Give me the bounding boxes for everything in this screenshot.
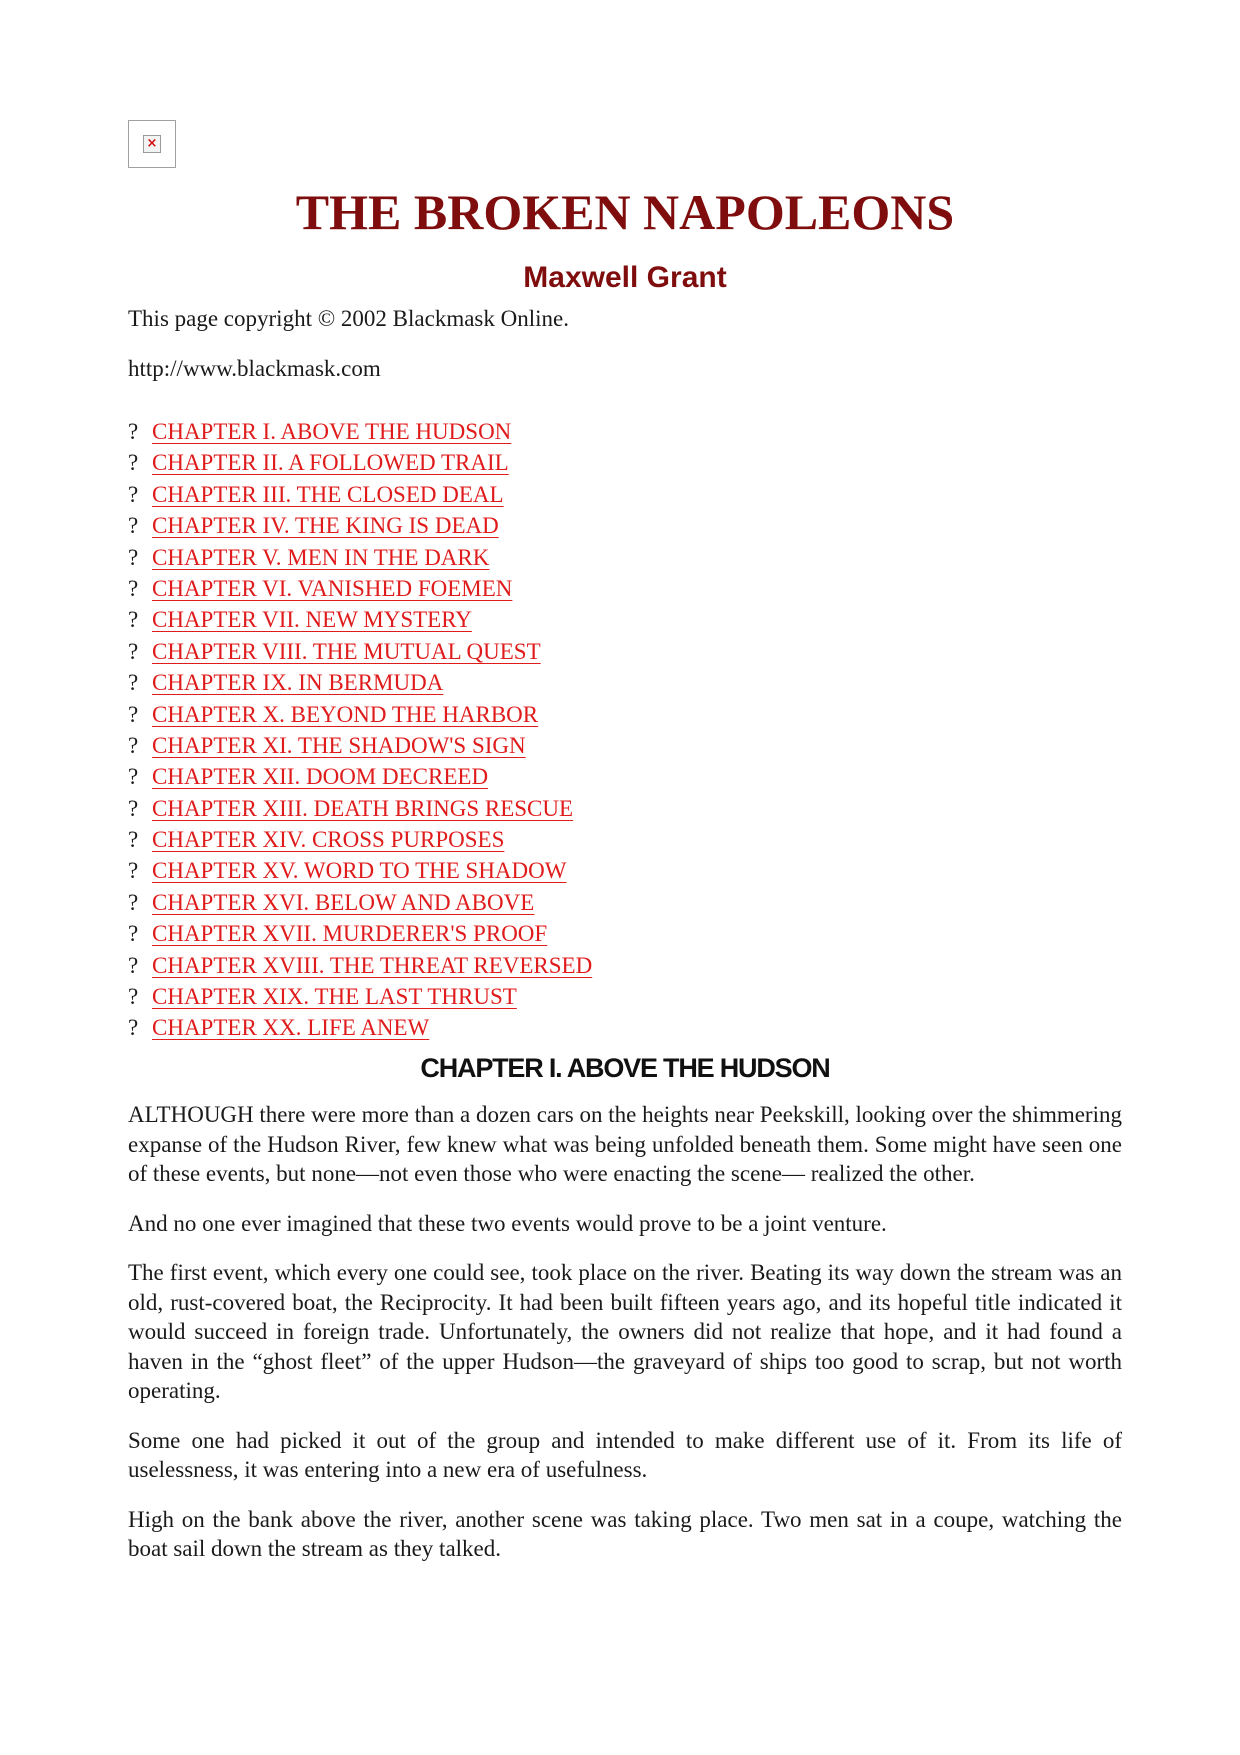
table-of-contents [128, 416, 592, 1044]
toc-item [128, 636, 592, 667]
toc-item [128, 667, 592, 698]
toc-item [128, 1012, 592, 1043]
toc-item [128, 730, 592, 761]
toc-bullet: ? [128, 419, 139, 444]
toc-bullet: ? [128, 575, 139, 601]
toc-link-chapter-10[interactable]: CHAPTER X. BEYOND THE HARBOR [152, 701, 539, 727]
book-author: Maxwell Grant [523, 261, 727, 294]
paragraph: The first event, which every one could see, took place on the river. Beating its way down the stream was an old, rust-covered boat, the Reciprocity. It had been built fifteen years ago, and its hopeful title indicated it would succeed in foreign trade. Unfortunately, the owners did not realize that hope, and it had found a haven in the “ghost fleet” of the upper Hudson—the graveyard of ships too good to scrap, but not worth operating. [128, 1260, 1122, 1403]
toc-item [128, 416, 592, 447]
toc-bullet: ? [128, 984, 139, 1010]
toc-item [128, 887, 592, 918]
toc-item [128, 918, 592, 949]
toc-bullet: ? [128, 921, 139, 947]
toc-link-chapter-19[interactable]: CHAPTER XIX. THE LAST THRUST [152, 984, 517, 1010]
toc-link-chapter-5[interactable]: CHAPTER V. MEN IN THE DARK [152, 544, 490, 570]
toc-item [128, 699, 592, 730]
toc-bullet: ? [128, 952, 139, 978]
toc-item [128, 542, 592, 573]
toc-link-chapter-20[interactable]: CHAPTER XX. LIFE ANEW [152, 1015, 430, 1041]
paragraph: And no one ever imagined that these two events would prove to be a joint venture. [128, 1210, 887, 1236]
toc-bullet: ? [128, 450, 139, 476]
toc-item [128, 855, 592, 886]
chapter-body [128, 1100, 1122, 1584]
paragraph: ALTHOUGH there were more than a dozen cars on the heights near Peekskill, looking over the shimmering expanse of the Hudson River, few knew what was being unfolded beneath them. Some might have seen one of these events, but none—not even those who were enacting the scene— realized the other. [128, 1102, 1122, 1186]
toc-item [128, 824, 592, 855]
toc-link-chapter-12[interactable]: CHAPTER XII. DOOM DECREED [152, 764, 489, 790]
toc-item [128, 510, 592, 541]
source-url: http://www.blackmask.com [128, 356, 381, 381]
toc-item [128, 573, 592, 604]
book-title: THE BROKEN NAPOLEONS [295, 184, 955, 240]
broken-image-icon [128, 120, 176, 168]
toc-bullet: ? [128, 827, 139, 853]
toc-link-chapter-17[interactable]: CHAPTER XVII. MURDERER'S PROOF [152, 921, 548, 947]
toc-link-chapter-7[interactable]: CHAPTER VII. NEW MYSTERY [152, 607, 472, 633]
toc-link-chapter-15[interactable]: CHAPTER XV. WORD TO THE SHADOW [152, 858, 567, 884]
toc-link-chapter-4[interactable]: CHAPTER IV. THE KING IS DEAD [152, 513, 499, 539]
toc-bullet: ? [128, 544, 139, 570]
toc-link-chapter-18[interactable]: CHAPTER XVIII. THE THREAT REVERSED [152, 952, 593, 978]
toc-bullet: ? [128, 607, 139, 633]
toc-link-chapter-16[interactable]: CHAPTER XVI. BELOW AND ABOVE [152, 889, 535, 915]
toc-item [128, 761, 592, 792]
toc-item [128, 793, 592, 824]
copyright-notice: This page copyright © 2002 Blackmask Online. [128, 306, 569, 331]
toc-link-chapter-9[interactable]: CHAPTER IX. IN BERMUDA [152, 670, 444, 696]
toc-item [128, 447, 592, 478]
toc-bullet: ? [128, 1015, 139, 1041]
paragraph: Some one had picked it out of the group and intended to make different use of it. From its life of uselessness, it was entering into a new era of usefulness. [128, 1427, 1122, 1482]
toc-link-chapter-6[interactable]: CHAPTER VI. VANISHED FOEMEN [152, 575, 513, 601]
toc-link-chapter-3[interactable]: CHAPTER III. THE CLOSED DEAL [152, 481, 504, 507]
toc-item [128, 604, 592, 635]
toc-bullet: ? [128, 513, 139, 539]
toc-bullet: ? [128, 481, 139, 507]
paragraph: High on the bank above the river, another scene was taking place. Two men sat in a coupe, watching the boat sail down the stream as they talked. [128, 1506, 1122, 1561]
toc-bullet: ? [128, 795, 139, 821]
chapter-heading: CHAPTER I. ABOVE THE HUDSON [420, 1053, 830, 1083]
toc-link-chapter-11[interactable]: CHAPTER XI. THE SHADOW'S SIGN [152, 732, 526, 758]
toc-bullet: ? [128, 764, 139, 790]
toc-bullet: ? [128, 701, 139, 727]
toc-bullet: ? [128, 889, 139, 915]
toc-item [128, 479, 592, 510]
toc-link-chapter-14[interactable]: CHAPTER XIV. CROSS PURPOSES [152, 827, 505, 853]
toc-link-chapter-13[interactable]: CHAPTER XIII. DEATH BRINGS RESCUE [152, 795, 574, 821]
toc-item [128, 950, 592, 981]
broken-image-frame: × [143, 135, 161, 153]
toc-bullet: ? [128, 858, 139, 884]
toc-bullet: ? [128, 638, 139, 664]
toc-bullet: ? [128, 670, 139, 696]
toc-item [128, 981, 592, 1012]
toc-link-chapter-1[interactable]: CHAPTER I. ABOVE THE HUDSON [152, 419, 512, 444]
toc-link-chapter-2[interactable]: CHAPTER II. A FOLLOWED TRAIL [152, 450, 509, 476]
toc-bullet: ? [128, 732, 139, 758]
toc-link-chapter-8[interactable]: CHAPTER VIII. THE MUTUAL QUEST [152, 638, 541, 664]
